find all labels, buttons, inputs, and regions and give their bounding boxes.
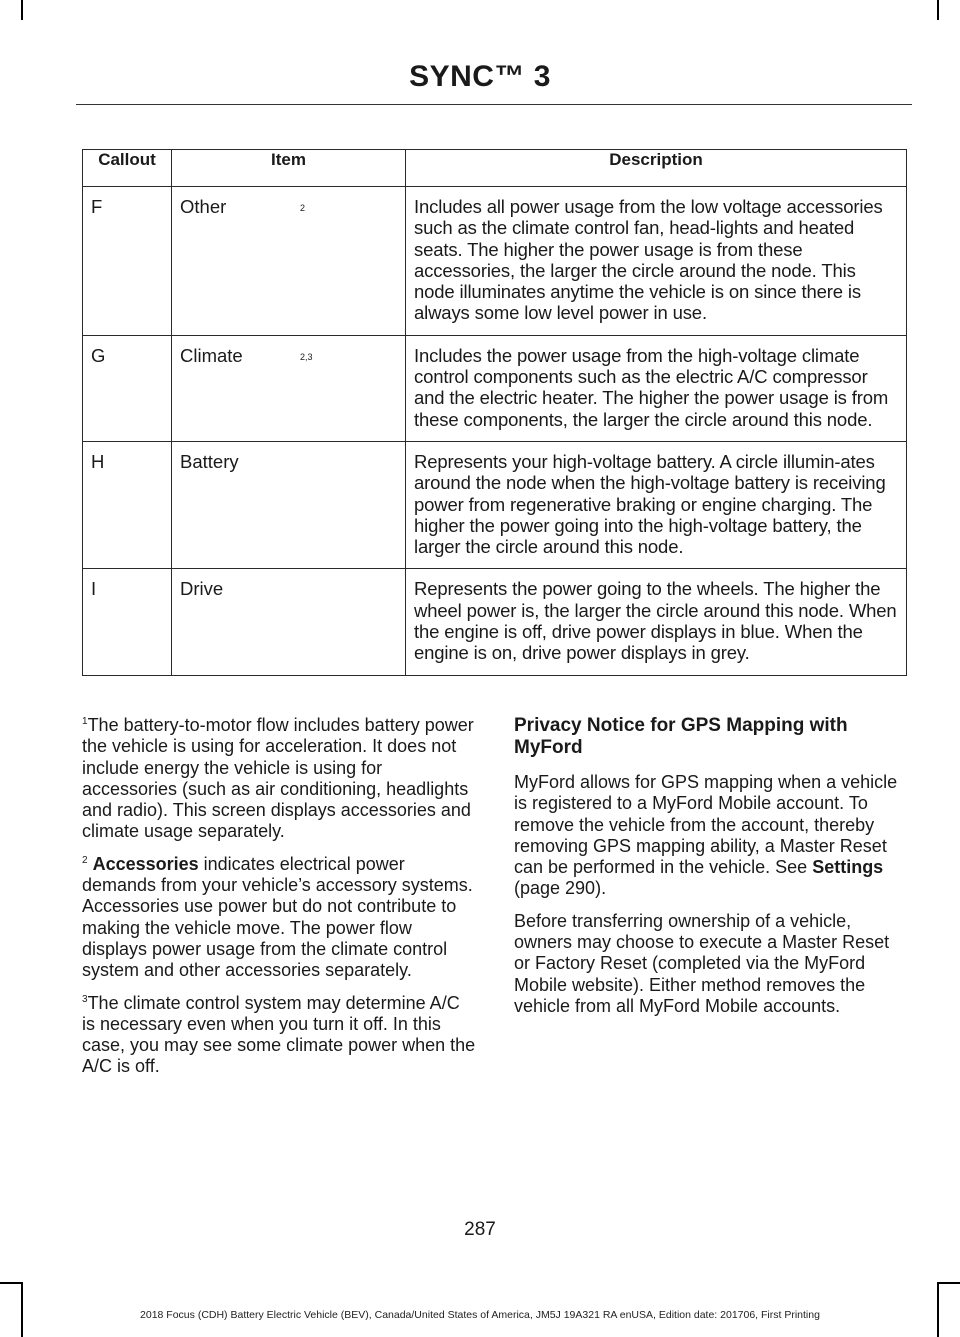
callout-table <box>82 149 907 676</box>
item-cell <box>172 441 406 568</box>
header-divider <box>76 104 912 105</box>
description-cell: Includes the power usage from the high-voltage climate control components such as the electric A/C compressor and the electric heater. The higher the power usage is from these components, the larger the circle around this node. <box>406 335 907 441</box>
footnote-number: 2 <box>82 854 88 866</box>
callout-cell: H <box>83 441 172 568</box>
description-cell: Represents the power going to the wheels. The higher the wheel power is, the larger the circle around this node. When the engine is off, drive power displays in blue. When the engine is on, drive power displays in grey. <box>406 569 907 675</box>
item-label: Climate <box>180 344 243 366</box>
footnote-number: 3 <box>82 993 88 1005</box>
item-label: Drive <box>180 578 224 600</box>
paragraph-text: MyFord allows for GPS mapping when a vehicle is registered to a MyFord Mobile account. To remove the vehicle from the account, thereby removing GPS mapping ability, a Master Reset can be performed in the vehicle. See <box>514 772 898 878</box>
footnote-text: The battery-to-motor flow includes battery power the vehicle is using for acceleration. It does not include energy the vehicle is using for accessories (such as air conditioning, headlights and radio). This screen displays accessories and climate usage separately. <box>82 715 474 842</box>
page-reference: (page 290). <box>514 878 607 899</box>
callout-cell: I <box>83 569 172 675</box>
page-title: SYNC™ 3 <box>409 60 551 93</box>
table-row <box>83 335 907 441</box>
item-cell <box>172 569 406 675</box>
header-description: Description <box>406 150 907 187</box>
crop-mark-top-right <box>937 0 939 20</box>
privacy-section <box>514 715 910 1028</box>
footnote-1 <box>82 715 477 843</box>
item-label: Battery <box>180 450 239 472</box>
crop-mark-bottom-right-h <box>938 1282 960 1284</box>
item-cell <box>172 187 406 336</box>
table-row <box>83 187 907 336</box>
footnote-number: 1 <box>82 716 88 727</box>
header-callout: Callout <box>83 150 172 187</box>
privacy-paragraph-1 <box>514 772 910 900</box>
callout-cell: G <box>83 335 172 441</box>
table-row <box>83 441 907 568</box>
item-label: Other <box>180 196 227 217</box>
footnote-keyword: Accessories <box>92 853 199 874</box>
footnotes-column <box>82 715 477 1089</box>
footnote-3 <box>82 993 477 1078</box>
footnote-ref: 2,3 <box>300 351 313 362</box>
section-heading: Privacy Notice for GPS Mapping with MyFord <box>514 715 848 758</box>
crop-mark-top-left <box>21 0 23 20</box>
page-number: 287 <box>464 1219 496 1240</box>
footnote-text: indicates electrical power demands from your vehicle’s accessory systems. Accessories use power but do not contribute to making the vehicle move. The power flow displays power usage from the climate control system and other accessories separately. <box>82 853 473 981</box>
privacy-paragraph-2: Before transferring ownership of a vehicle, owners may choose to execute a Master Reset or Factory Reset (completed via the MyFord Mobile website). Either method removes the vehicle from all MyFord Mobile accounts. <box>514 910 890 1016</box>
settings-link[interactable]: Settings <box>812 857 884 878</box>
header-item: Item <box>172 150 406 187</box>
footnote-ref: 2 <box>300 203 306 213</box>
table-row <box>83 569 907 675</box>
crop-mark-bottom-left-h <box>0 1282 22 1284</box>
footer-edition-info: 2018 Focus (CDH) Battery Electric Vehicle (BEV), Canada/United States of America, JM5J 19A321 RA enUSA, Edition date: 201706, First Printing <box>140 1309 820 1321</box>
description-cell: Includes all power usage from the low voltage accessories such as the climate control fan, head-lights and heated seats. The higher the power usage is from these accessories, the larger the circle around the node. This node illuminates anytime the vehicle is on since there is always some low level power in use. <box>406 187 907 336</box>
footnote-2 <box>82 854 477 982</box>
table-header-row <box>83 150 907 187</box>
callout-cell: F <box>83 187 172 336</box>
item-cell <box>172 335 406 441</box>
footnote-text: The climate control system may determine A/C is necessary even when you turn it off. In this case, you may see some climate power when the A/C is off. <box>82 992 476 1077</box>
description-cell: Represents your high-voltage battery. A circle illumin-ates around the node when the high-voltage battery is receiving power from regenerative braking or engine charging. The higher the power going into the high-voltage battery, the larger the circle around this node. <box>406 441 907 568</box>
